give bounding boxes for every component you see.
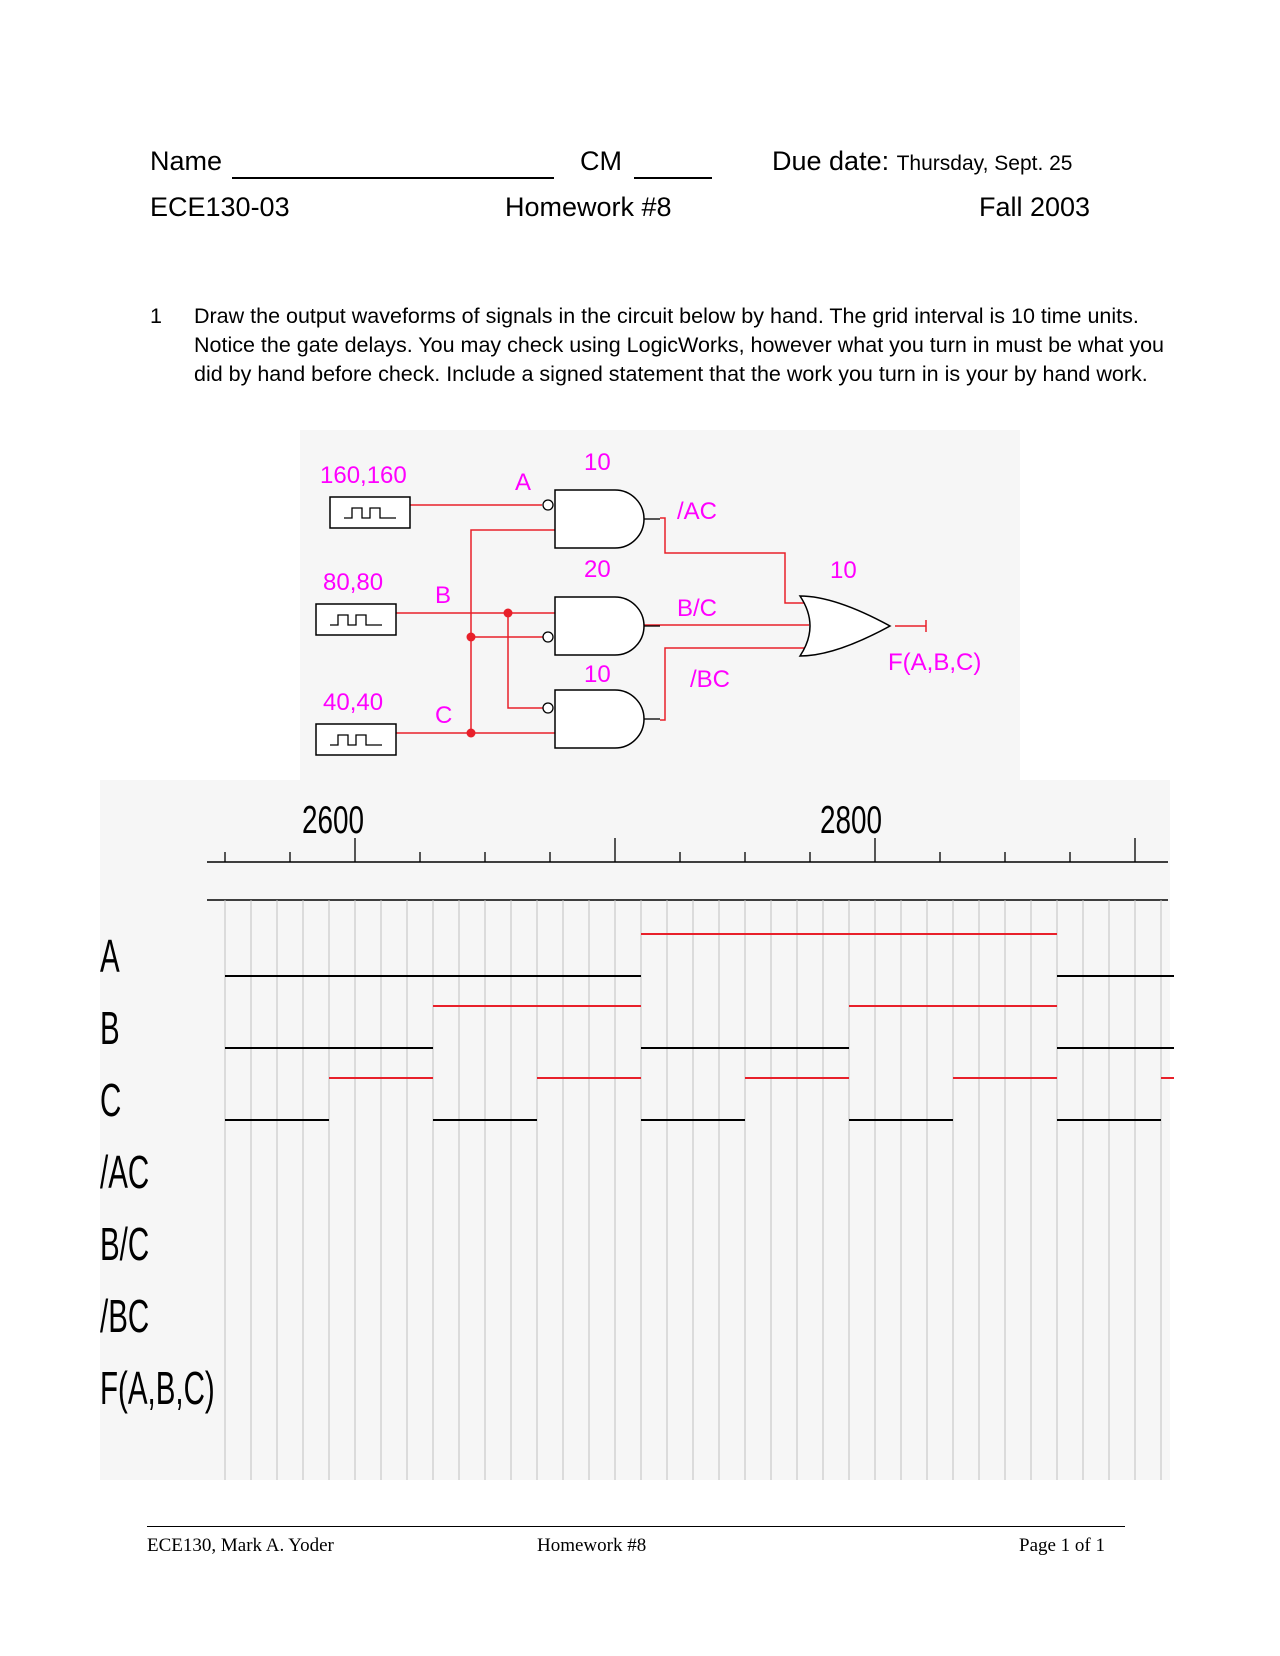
ac-label: /AC [677,498,718,525]
ruler-label-2600: 2600 [302,798,364,843]
signal-a-label: A [515,469,532,496]
signal-label: A [100,931,120,983]
ruler-label-2800: 2800 [820,798,882,843]
footer-center: Homework #8 [537,1535,647,1556]
clock-a-label: 160,160 [320,462,407,489]
footer-rule [147,1526,1125,1527]
clock-b-label: 80,80 [323,569,384,596]
bubble-g1-a [543,500,553,510]
timing-diagram [0,780,1280,1480]
and-gate-2 [555,597,644,655]
bubble-g3-b [543,703,553,713]
due-value: Thursday, Sept. 25 [896,152,1073,175]
clock-c-label: 40,40 [323,689,384,716]
junction-c-mid [467,633,476,642]
signal-label: /AC [100,1147,150,1199]
signal-c-label: C [435,702,453,729]
footer-left: ECE130, Mark A. Yoder [147,1535,334,1556]
footer-right: Page 1 of 1 [1019,1535,1106,1556]
due-date [772,146,1072,177]
name-label: Name [150,146,223,176]
signal-label: B/C [100,1219,150,1271]
delay-g3-label: 10 [584,661,611,688]
signal-label: B [100,1003,120,1055]
bubble-g2-c [543,632,553,642]
cm-label: CM [580,146,622,176]
signal-b-label: B [435,582,452,609]
course-id: ECE130-03 [150,192,290,222]
homework-title: Homework #8 [505,192,672,222]
circuit-diagram [300,430,1020,780]
delay-g2-label: 20 [584,556,611,583]
timing-background [100,780,1170,1480]
delay-or-label: 10 [830,557,857,584]
bc-bar-label: B/C [677,595,718,622]
output-label: F(A,B,C) [888,649,982,676]
due-label: Due date: [772,146,890,176]
nbc-label: /BC [690,666,731,693]
circuit-background [300,430,1020,780]
signal-label: /BC [100,1291,150,1343]
term: Fall 2003 [979,192,1091,222]
cm-blank[interactable] [634,177,712,179]
signal-label: F(A,B,C) [100,1363,215,1415]
problem-number: 1 [150,304,162,328]
header-name [150,146,222,177]
junction-c-low [467,729,476,738]
signal-label: C [100,1075,122,1127]
junction-b [504,609,513,618]
name-blank[interactable] [232,177,554,179]
delay-g1-label: 10 [584,449,611,476]
and-gate-3 [555,690,644,748]
problem-text: Draw the output waveforms of signals in the circuit below by hand. The grid interval is 10 time units. Notice the gate delays. You may check using LogicWorks, however what you turn in must be what you did by hand before check. Include a signed statement that the work you turn in is your by hand work. [194,304,1165,386]
and-gate-1 [555,490,644,548]
